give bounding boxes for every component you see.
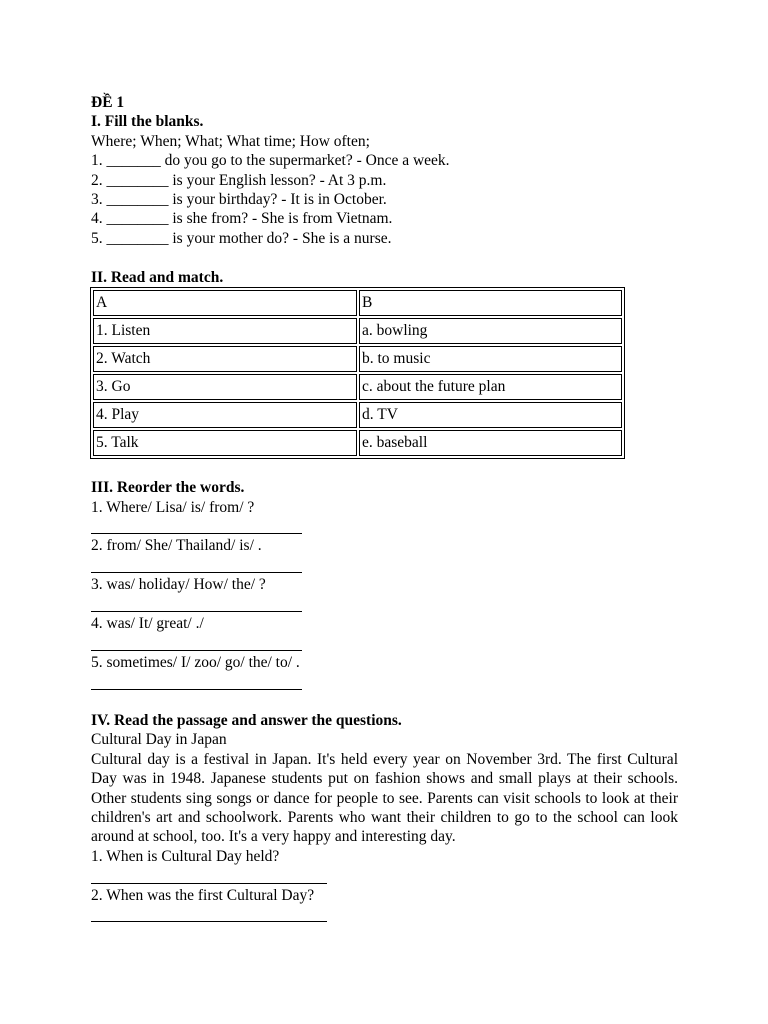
- fill-blank-item: 5. ________ is your mother do? - She is a nurse.: [91, 229, 392, 247]
- table-cell-b: d. TV: [359, 402, 622, 428]
- match-table: [90, 287, 625, 459]
- spacer: [91, 459, 706, 478]
- question-item: 1. When is Cultural Day held?: [91, 847, 280, 865]
- reorder-item: 2. from/ She/ Thailand/ is/ .: [91, 537, 262, 555]
- passage-title: Cultural Day in Japan: [91, 731, 227, 749]
- worksheet-page: [91, 93, 706, 924]
- answer-line[interactable]: [91, 672, 706, 691]
- fill-blank-item: 4. ________ is she from? - She is from Vietnam.: [91, 210, 393, 228]
- table-cell-a: 4. Play: [93, 402, 357, 428]
- answer-line[interactable]: [91, 866, 706, 885]
- table-cell-a: 3. Go: [93, 374, 357, 400]
- question-item: 2. When was the first Cultural Day?: [91, 886, 315, 904]
- spacer: [91, 248, 706, 267]
- answer-line[interactable]: [91, 595, 706, 614]
- reading-passage: Cultural day is a festival in Japan. It's held every year on November 3rd. The first Cultural Day was in 1948. Japanese students put on fashion shows and small plays at their schools. Other students sing songs or dance for people to see. Parents can visit schools to look at their children's art and schoolwork. Parents who want their children to go to the school can look around at school, too. It's a very happy and interesting day.: [91, 750, 678, 846]
- answer-line[interactable]: [91, 905, 706, 924]
- table-row: [93, 346, 622, 372]
- table-cell-a: 2. Watch: [93, 346, 357, 372]
- section-4-heading: IV. Read the passage and answer the questions.: [91, 711, 402, 729]
- answer-line[interactable]: [91, 633, 706, 652]
- reorder-item: 3. was/ holiday/ How/ the/ ?: [91, 576, 266, 594]
- reorder-item: 1. Where/ Lisa/ is/ from/ ?: [91, 498, 255, 516]
- section-1-heading: I. Fill the blanks.: [91, 113, 204, 131]
- table-row: [93, 402, 622, 428]
- table-cell-b: c. about the future plan: [359, 374, 622, 400]
- table-row: [93, 430, 622, 456]
- table-cell-a: 1. Listen: [93, 318, 357, 344]
- reorder-item: 5. sometimes/ I/ zoo/ go/ the/ to/ .: [91, 653, 300, 671]
- table-cell-a: 5. Talk: [93, 430, 357, 456]
- table-cell-b: a. bowling: [359, 318, 622, 344]
- table-header-row: [93, 290, 622, 316]
- table-cell-b: e. baseball: [359, 430, 622, 456]
- spacer: [91, 692, 706, 711]
- answer-line[interactable]: [91, 556, 706, 575]
- word-bank: Where; When; What; What time; How often;: [91, 132, 370, 150]
- fill-blank-item: 3. ________ is your birthday? - It is in October.: [91, 190, 387, 208]
- fill-blank-item: 1. _______ do you go to the supermarket? - Once a week.: [91, 152, 450, 170]
- reorder-item: 4. was/ It/ great/ ./: [91, 615, 204, 633]
- table-row: [93, 374, 622, 400]
- document-title: ĐỀ 1: [91, 94, 125, 111]
- table-cell-b: b. to music: [359, 346, 622, 372]
- section-3-heading: III. Reorder the words.: [91, 479, 245, 497]
- table-header-a: A: [93, 290, 357, 316]
- table-header-b: B: [359, 290, 622, 316]
- fill-blank-item: 2. ________ is your English lesson? - At 3 p.m.: [91, 171, 387, 189]
- table-row: [93, 318, 622, 344]
- answer-line[interactable]: [91, 517, 706, 536]
- section-2-heading: II. Read and match.: [91, 268, 224, 286]
